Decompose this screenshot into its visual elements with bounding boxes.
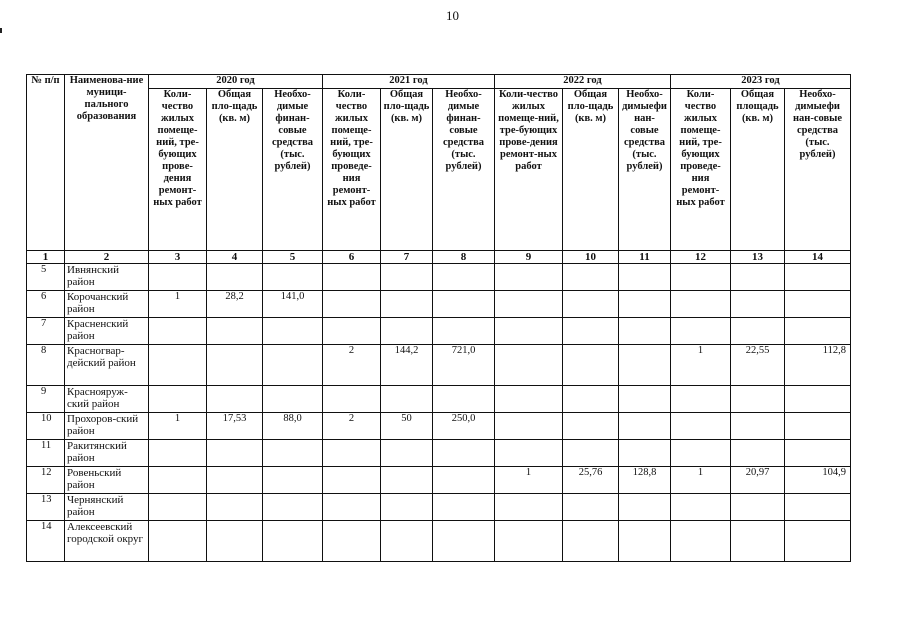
funds-cell — [433, 521, 495, 562]
area-cell — [207, 386, 263, 413]
count-cell — [495, 413, 563, 440]
funds-cell: 128,8 — [619, 467, 671, 494]
header-year-2022: 2022 год — [495, 75, 671, 89]
count-cell — [323, 494, 381, 521]
count-cell: 2 — [323, 345, 381, 386]
column-number: 9 — [495, 251, 563, 264]
header-count: Коли-чество жилых помеще-ний, тре-бующих прове-дения ремонт-ных работ — [149, 89, 207, 251]
municipality-name: Корочанский район — [65, 291, 149, 318]
count-cell — [149, 521, 207, 562]
funds-cell — [619, 345, 671, 386]
count-cell — [495, 318, 563, 345]
count-cell: 1 — [495, 467, 563, 494]
repair-plan-table — [26, 74, 851, 562]
municipality-name: Краснояруж-ский район — [65, 386, 149, 413]
row-number: 10 — [27, 413, 65, 440]
funds-cell — [785, 521, 851, 562]
area-cell — [731, 413, 785, 440]
area-cell — [207, 521, 263, 562]
header-count: Коли-чество жилых помеще-ний, тре-бующих проведе-ния ремонт-ных работ — [671, 89, 731, 251]
count-cell — [149, 345, 207, 386]
count-cell — [323, 264, 381, 291]
header-funds: Необхо-димые финан-совые средства (тыс. рублей) — [263, 89, 323, 251]
header-name: Наименова-ние муници-пального образования — [65, 75, 149, 251]
count-cell — [149, 440, 207, 467]
count-cell — [323, 467, 381, 494]
municipality-name: Красногвар-дейский район — [65, 345, 149, 386]
area-cell — [381, 521, 433, 562]
column-number: 1 — [27, 251, 65, 264]
table-row — [27, 413, 851, 440]
area-cell: 20,97 — [731, 467, 785, 494]
header-area: Общая пло-щадь (кв. м) — [563, 89, 619, 251]
row-number: 7 — [27, 318, 65, 345]
count-cell — [671, 291, 731, 318]
count-cell — [149, 264, 207, 291]
header-area: Общая площадь (кв. м) — [731, 89, 785, 251]
funds-cell — [433, 318, 495, 345]
area-cell: 50 — [381, 413, 433, 440]
count-cell — [671, 413, 731, 440]
area-cell — [563, 494, 619, 521]
area-cell — [731, 440, 785, 467]
row-number: 6 — [27, 291, 65, 318]
count-cell — [495, 264, 563, 291]
header-count: Коли-чество жилых помеще-ний, тре-бующих проведе-ния ремонт-ных работ — [323, 89, 381, 251]
funds-cell: 250,0 — [433, 413, 495, 440]
area-cell — [563, 440, 619, 467]
row-number: 9 — [27, 386, 65, 413]
count-cell — [495, 521, 563, 562]
municipality-name: Ровеньский район — [65, 467, 149, 494]
area-cell — [207, 345, 263, 386]
header-funds: Необхо-димыефи нан-совые средства (тыс. рублей) — [619, 89, 671, 251]
funds-cell — [263, 440, 323, 467]
area-cell — [381, 264, 433, 291]
count-cell — [323, 521, 381, 562]
count-cell: 1 — [671, 345, 731, 386]
row-number: 13 — [27, 494, 65, 521]
area-cell — [731, 318, 785, 345]
header-year-2020: 2020 год — [149, 75, 323, 89]
funds-cell — [785, 440, 851, 467]
column-number: 12 — [671, 251, 731, 264]
table-row — [27, 386, 851, 413]
column-number: 10 — [563, 251, 619, 264]
count-cell — [495, 386, 563, 413]
table-row — [27, 467, 851, 494]
area-cell — [207, 440, 263, 467]
count-cell — [149, 386, 207, 413]
area-cell — [563, 318, 619, 345]
funds-cell — [619, 291, 671, 318]
area-cell — [731, 521, 785, 562]
header-funds: Необхо-димые финан-совые средства (тыс. рублей) — [433, 89, 495, 251]
area-cell: 22,55 — [731, 345, 785, 386]
margin-mark — [0, 28, 7, 33]
header-area: Общая пло-щадь (кв. м) — [207, 89, 263, 251]
count-cell — [671, 440, 731, 467]
count-cell — [495, 291, 563, 318]
area-cell — [563, 386, 619, 413]
area-cell — [563, 291, 619, 318]
area-cell — [207, 494, 263, 521]
row-number: 14 — [27, 521, 65, 562]
funds-cell — [785, 264, 851, 291]
area-cell — [381, 318, 433, 345]
column-number: 3 — [149, 251, 207, 264]
municipality-name: Ракитянский район — [65, 440, 149, 467]
count-cell — [671, 264, 731, 291]
header-no: № п/п — [27, 75, 65, 251]
funds-cell — [263, 494, 323, 521]
area-cell — [731, 386, 785, 413]
area-cell — [207, 318, 263, 345]
column-number: 14 — [785, 251, 851, 264]
row-number: 8 — [27, 345, 65, 386]
table-row — [27, 440, 851, 467]
column-number-row — [27, 251, 851, 264]
header-funds: Необхо-димыефи нан-совые средства (тыс. рублей) — [785, 89, 851, 251]
column-number: 7 — [381, 251, 433, 264]
funds-cell — [433, 494, 495, 521]
count-cell — [323, 440, 381, 467]
funds-cell — [619, 318, 671, 345]
column-number: 6 — [323, 251, 381, 264]
area-cell — [563, 413, 619, 440]
table-row — [27, 494, 851, 521]
table-row — [27, 291, 851, 318]
municipality-name: Красненский район — [65, 318, 149, 345]
column-number: 11 — [619, 251, 671, 264]
funds-cell — [619, 413, 671, 440]
area-cell: 25,76 — [563, 467, 619, 494]
row-number: 11 — [27, 440, 65, 467]
count-cell — [323, 318, 381, 345]
funds-cell — [263, 467, 323, 494]
count-cell: 1 — [671, 467, 731, 494]
count-cell — [671, 521, 731, 562]
area-cell — [381, 467, 433, 494]
funds-cell: 112,8 — [785, 345, 851, 386]
funds-cell — [433, 291, 495, 318]
funds-cell: 104,9 — [785, 467, 851, 494]
header-count: Коли-чество жилых помеще-ний, тре-бующих прове-дения ремонт-ных работ — [495, 89, 563, 251]
column-number: 2 — [65, 251, 149, 264]
area-cell — [563, 521, 619, 562]
area-cell — [731, 264, 785, 291]
table-row — [27, 345, 851, 386]
area-cell — [381, 494, 433, 521]
municipality-name: Ивнянский район — [65, 264, 149, 291]
area-cell — [563, 264, 619, 291]
funds-cell — [263, 386, 323, 413]
count-cell — [671, 386, 731, 413]
funds-cell — [785, 318, 851, 345]
funds-cell — [263, 345, 323, 386]
table-body — [27, 264, 851, 562]
count-cell — [671, 318, 731, 345]
row-number: 12 — [27, 467, 65, 494]
funds-cell — [263, 521, 323, 562]
header-year-2023: 2023 год — [671, 75, 851, 89]
municipality-name: Алексеевский городской округ — [65, 521, 149, 562]
count-cell — [495, 494, 563, 521]
column-number: 13 — [731, 251, 785, 264]
area-cell — [381, 291, 433, 318]
funds-cell — [619, 386, 671, 413]
municipality-name: Прохоров-ский район — [65, 413, 149, 440]
area-cell: 17,53 — [207, 413, 263, 440]
page-number: 10 — [446, 8, 459, 23]
column-number: 4 — [207, 251, 263, 264]
area-cell — [207, 467, 263, 494]
area-cell — [563, 345, 619, 386]
funds-cell — [619, 494, 671, 521]
table-row — [27, 521, 851, 562]
count-cell — [671, 494, 731, 521]
funds-cell — [785, 494, 851, 521]
area-cell — [731, 291, 785, 318]
area-cell: 28,2 — [207, 291, 263, 318]
funds-cell — [433, 467, 495, 494]
table-row — [27, 318, 851, 345]
funds-cell — [785, 291, 851, 318]
count-cell — [149, 318, 207, 345]
funds-cell — [619, 521, 671, 562]
funds-cell — [785, 413, 851, 440]
area-cell: 144,2 — [381, 345, 433, 386]
funds-cell — [785, 386, 851, 413]
column-number: 8 — [433, 251, 495, 264]
area-cell — [731, 494, 785, 521]
area-cell — [381, 386, 433, 413]
count-cell: 1 — [149, 291, 207, 318]
count-cell — [149, 494, 207, 521]
count-cell — [495, 440, 563, 467]
area-cell — [207, 264, 263, 291]
funds-cell — [433, 264, 495, 291]
funds-cell — [433, 440, 495, 467]
funds-cell — [433, 386, 495, 413]
municipality-name: Чернянский район — [65, 494, 149, 521]
funds-cell — [619, 264, 671, 291]
funds-cell — [263, 318, 323, 345]
column-number: 5 — [263, 251, 323, 264]
count-cell — [323, 291, 381, 318]
table-row — [27, 264, 851, 291]
count-cell — [149, 467, 207, 494]
count-cell: 2 — [323, 413, 381, 440]
count-cell — [323, 386, 381, 413]
funds-cell — [619, 440, 671, 467]
header-year-2021: 2021 год — [323, 75, 495, 89]
funds-cell: 141,0 — [263, 291, 323, 318]
header-area: Общая пло-щадь (кв. м) — [381, 89, 433, 251]
row-number: 5 — [27, 264, 65, 291]
area-cell — [381, 440, 433, 467]
funds-cell: 88,0 — [263, 413, 323, 440]
funds-cell: 721,0 — [433, 345, 495, 386]
funds-cell — [263, 264, 323, 291]
count-cell — [495, 345, 563, 386]
count-cell: 1 — [149, 413, 207, 440]
